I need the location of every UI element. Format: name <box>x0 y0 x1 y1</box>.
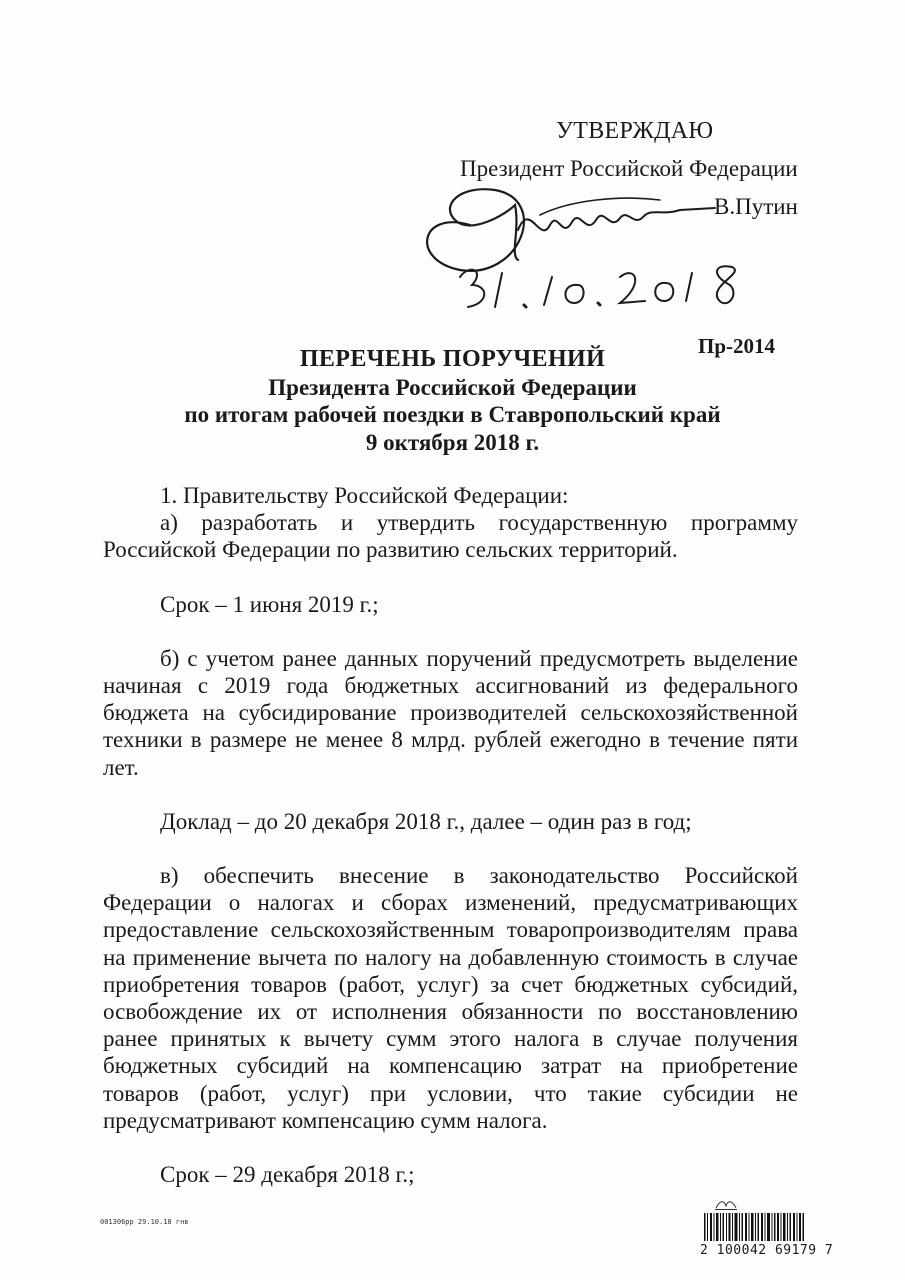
approval-title: УТВЕРЖДАЮ <box>556 118 714 144</box>
heading-date: 9 октября 2018 г. <box>365 429 540 455</box>
item-1-heading: 1. Правительству Российской Федерации: <box>160 483 569 508</box>
item-1c-deadline: Срок – 29 декабря 2018 г.; <box>160 1162 415 1188</box>
barcode-logo-icon <box>712 1198 740 1212</box>
document-number: Пр-2014 <box>698 334 776 358</box>
approval-name: В.Путин <box>714 194 798 219</box>
document-body <box>103 482 798 1188</box>
item-1c-text: в) обеспечить внесение в законодательство Российской Федерации о налогах и сборах изменений, предусматривающих предоставление сельскохозяйственным товаропроизводителям права на применение вычета по налогу на добавленную стоимость в случае приобретения товаров (работ, услуг) за счет бюджетных субсидий, освобождение их от исполнения обязанности по восстановлению ранее принятых к вычету сумм этого налога в случае получения бюджетных субсидий на компенсацию затрат на приобретение товаров (работ, услуг) при условии, что такие субсидии не предусматривают компенсацию сумм налога. <box>103 863 798 1133</box>
document-heading <box>0 346 905 456</box>
item-1a-text: а) разработать и утвердить государственную программу Российской Федерации по развитию сельских территорий. <box>103 510 798 563</box>
footer-code: 001306рр 29.10.18 гнв <box>100 1218 189 1226</box>
barcode <box>704 1213 804 1241</box>
barcode-number: 2 100042 69179 7 <box>700 1243 834 1258</box>
heading-title: ПЕРЕЧЕНЬ ПОРУЧЕНИЙ <box>299 346 606 372</box>
handwritten-date <box>440 255 770 320</box>
heading-subtitle: Президента Российской Федерации <box>268 374 637 400</box>
item-1b-text: б) с учетом ранее данных поручений предусмотреть выделение начиная с 2019 года бюджетных ассигнований из федерального бюджета на субсидирование производителей сельскохозяйственной техники в размере не менее 8 млрд. рублей ежегодно в течение пяти лет. <box>103 645 798 780</box>
approval-role: Президент Российской Федерации <box>460 156 798 181</box>
heading-subject: по итогам рабочей поездки в Ставропольский край <box>184 402 721 427</box>
item-1b-deadline: Доклад – до 20 декабря 2018 г., далее – один раз в год; <box>160 808 692 834</box>
item-1a-deadline: Срок – 1 июня 2019 г.; <box>160 591 379 617</box>
